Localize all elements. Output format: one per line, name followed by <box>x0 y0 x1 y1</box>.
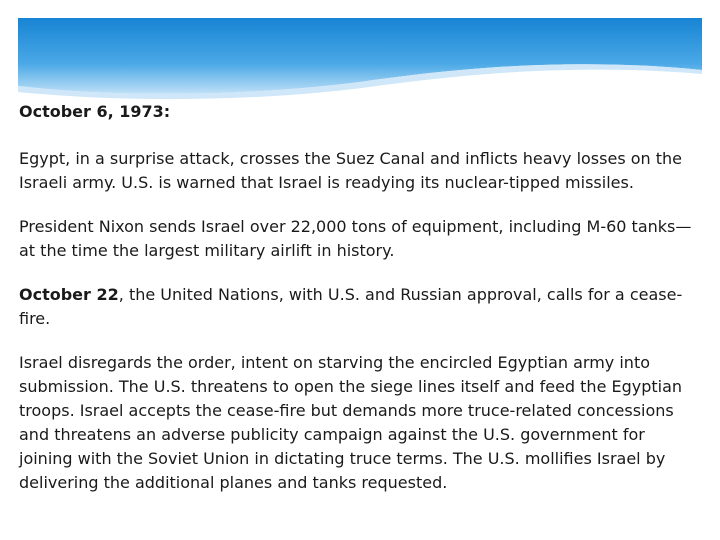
paragraph-un-ceasefire <box>19 283 699 331</box>
paragraph-israel-response: Israel disregards the order, intent on starving the encircled Egyptian army into submission. The U.S. threatens to open the siege lines itself and feed the Egyptian troops. Israel accepts the cease-fire but demands more truce-related concessions and threatens an adverse publicity campaign against the U.S. government for joining with the Soviet Union in dictating truce terms. The U.S. mollifies Israel by delivering the additional planes and tanks requested. <box>19 353 683 492</box>
ceasefire-text: , the United Nations, with U.S. and Russian approval, calls for a cease-fire. <box>19 285 683 328</box>
paragraph-nixon-airlift: President Nixon sends Israel over 22,000 tons of equipment, including M-60 tanks—at the time the largest military airlift in history. <box>19 217 692 260</box>
paragraph-egypt-attack: Egypt, in a surprise attack, crosses the Suez Canal and inflicts heavy losses on the Israeli army. U.S. is warned that Israel is readying its nuclear-tipped missiles. <box>19 149 683 192</box>
date-october-22: October 22 <box>19 285 119 304</box>
slide-body <box>19 100 699 495</box>
header-wave-banner <box>0 0 720 100</box>
slide-heading: October 6, 1973: <box>19 102 171 121</box>
